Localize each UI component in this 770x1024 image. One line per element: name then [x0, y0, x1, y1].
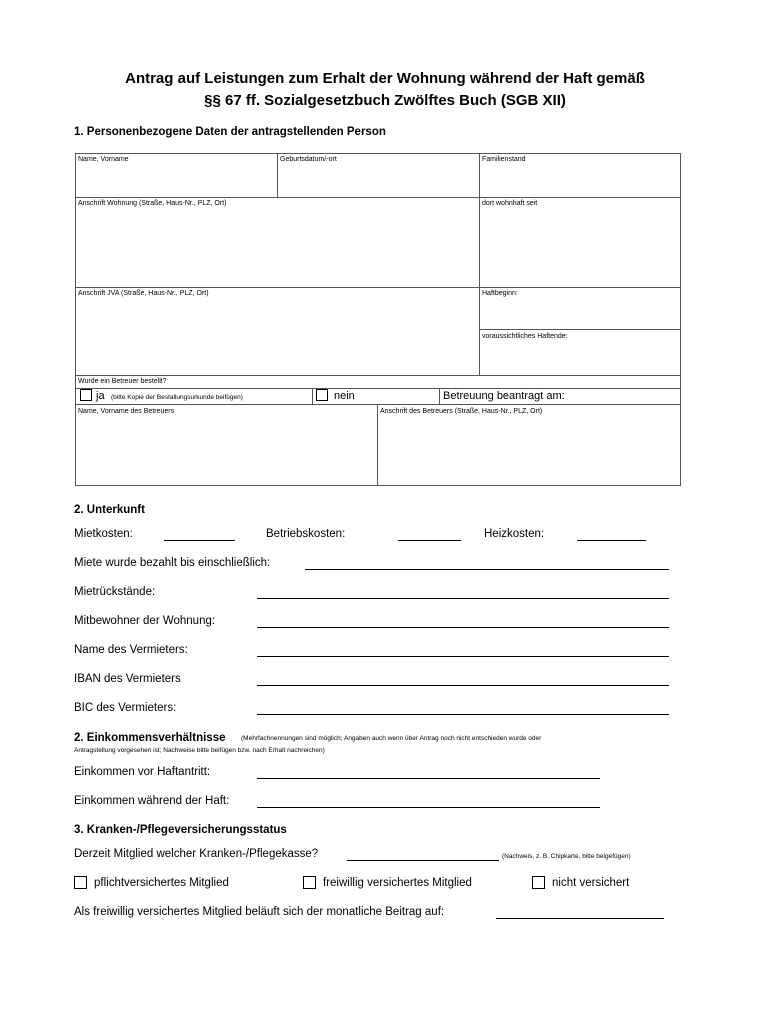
- mandatory-insured-checkbox[interactable]: [74, 876, 87, 889]
- caretaker-yes-label: ja: [96, 390, 105, 402]
- caretaker-name-field[interactable]: [75, 404, 378, 486]
- rent-input-line[interactable]: [164, 540, 235, 541]
- cotenants-label: Mitbewohner der Wohnung:: [74, 615, 216, 627]
- bic-label: BIC des Vermieters:: [74, 702, 177, 714]
- income-during-label: Einkommen während der Haft:: [74, 795, 230, 807]
- jva-address-field[interactable]: [75, 287, 480, 376]
- resident-since-label: dort wohnhaft seit: [482, 200, 538, 207]
- arrears-input-line[interactable]: [257, 598, 669, 599]
- caretaker-question-label: Wurde ein Betreuer bestellt?: [78, 378, 167, 385]
- section2-heading: 2. Unterkunft: [74, 504, 145, 516]
- section4-heading: 3. Kranken-/Pflegeversicherungsstatus: [74, 824, 287, 836]
- income-before-input-line[interactable]: [257, 778, 600, 779]
- heating-costs-label: Heizkosten:: [484, 528, 545, 540]
- arrears-label: Mietrückstände:: [74, 586, 156, 598]
- insurance-member-note: (Nachweis, z. B. Chipkarte, bitte beigefügen): [502, 853, 631, 860]
- caretaker-no-label: nein: [334, 390, 355, 402]
- caretaker-address-label: Anschrift des Betreuers (Straße, Haus-Nr., PLZ, Ort): [380, 408, 543, 415]
- title-line-2: §§ 67 ff. Sozialgesetzbuch Zwölftes Buch (SGB XII): [204, 92, 566, 109]
- landlord-name-input-line[interactable]: [257, 656, 669, 657]
- operating-costs-label: Betriebskosten:: [266, 528, 346, 540]
- landlord-name-label: Name des Vermieters:: [74, 644, 188, 656]
- mandatory-insured-label: pflichtversichertes Mitglied: [94, 877, 229, 889]
- rent-paid-input-line[interactable]: [305, 569, 669, 570]
- voluntary-insured-label: freiwillig versichertes Mitglied: [323, 877, 472, 889]
- caretaker-name-label: Name, Vorname des Betreuers: [78, 408, 175, 415]
- section1-heading: 1. Personenbezogene Daten der antragstellenden Person: [74, 126, 386, 138]
- operating-costs-input-line[interactable]: [398, 540, 461, 541]
- custody-end-label: voraussichtliches Haftende:: [482, 333, 568, 340]
- address-field[interactable]: [75, 197, 480, 288]
- caretaker-address-field[interactable]: [377, 404, 681, 486]
- bic-input-line[interactable]: [257, 714, 669, 715]
- not-insured-label: nicht versichert: [552, 877, 630, 889]
- income-before-label: Einkommen vor Haftantritt:: [74, 766, 211, 778]
- custody-start-label: Haftbeginn:: [482, 290, 518, 297]
- rent-paid-label: Miete wurde bezahlt bis einschließlich:: [74, 557, 271, 569]
- section3-note-line-1: (Mehrfachnennungen sind möglich; Angaben auch wenn über Antrag noch nicht entschieden wurde oder: [241, 735, 542, 742]
- caretaker-yes-checkbox[interactable]: [80, 389, 92, 401]
- section3-heading: 2. Einkommensverhältnisse: [74, 732, 226, 744]
- not-insured-checkbox[interactable]: [532, 876, 545, 889]
- cotenants-input-line[interactable]: [257, 627, 669, 628]
- resident-since-field[interactable]: [479, 197, 681, 288]
- contribution-label: Als freiwillig versichertes Mitglied beläuft sich der monatliche Beitrag auf:: [74, 906, 445, 918]
- name-label: Name, Vorname: [78, 156, 129, 163]
- birth-label: Geburtsdatum/-ort: [280, 156, 337, 163]
- rent-label: Mietkosten:: [74, 528, 133, 540]
- contribution-input-line[interactable]: [496, 918, 664, 919]
- title-line-1: Antrag auf Leistungen zum Erhalt der Wohnung während der Haft gemäß: [125, 70, 645, 87]
- jva-address-label: Anschrift JVA (Straße, Haus-Nr., PLZ, Ort): [78, 290, 209, 297]
- caretaker-no-checkbox[interactable]: [316, 389, 328, 401]
- insurance-member-input-line[interactable]: [347, 860, 499, 861]
- heating-costs-input-line[interactable]: [577, 540, 646, 541]
- caretaker-applied-label: Betreuung beantragt am:: [443, 390, 565, 402]
- caretaker-no-cell: [312, 388, 440, 405]
- income-during-input-line[interactable]: [257, 807, 600, 808]
- section3-note-line-2: Antragstellung vorgesehen ist; Nachweise bitte beifügen bzw. nach Erhalt nachreichen): [74, 747, 325, 754]
- insurance-member-label: Derzeit Mitglied welcher Kranken-/Pflegekasse?: [74, 848, 319, 860]
- iban-label: IBAN des Vermieters: [74, 673, 181, 685]
- family-status-label: Familienstand: [482, 156, 526, 163]
- address-label: Anschrift Wohnung (Straße, Haus-Nr., PLZ, Ort): [78, 200, 227, 207]
- iban-input-line[interactable]: [257, 685, 669, 686]
- caretaker-yes-note: (bitte Kopie der Bestallungsurkunde beifügen): [111, 394, 243, 401]
- voluntary-insured-checkbox[interactable]: [303, 876, 316, 889]
